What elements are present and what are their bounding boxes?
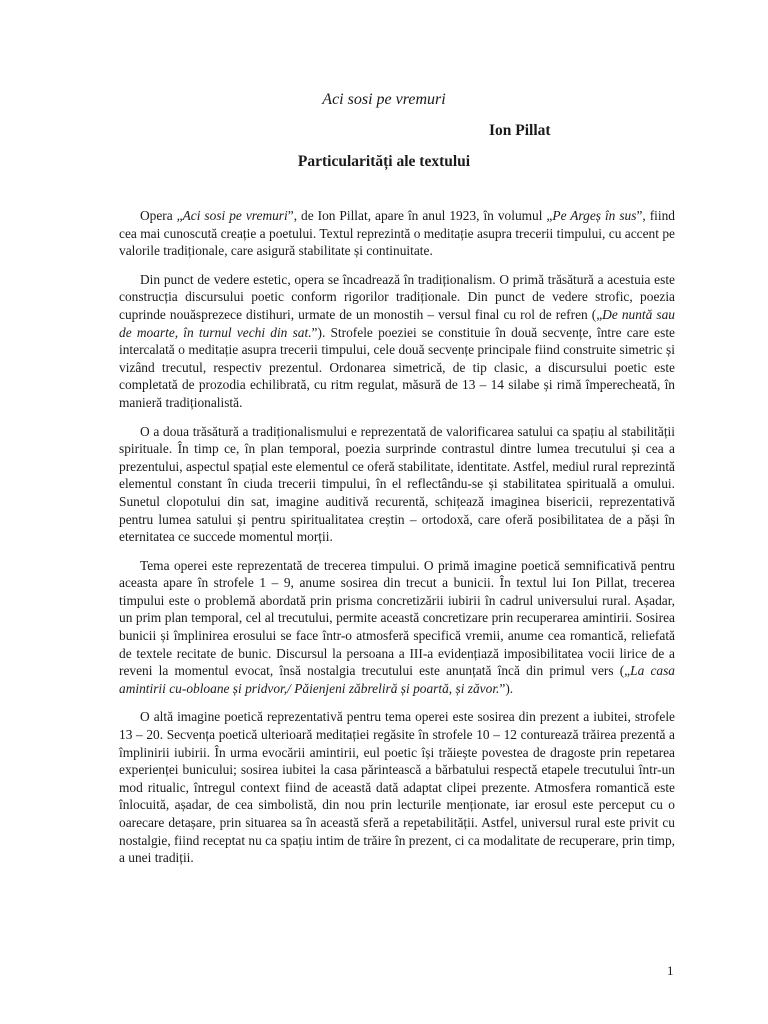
- section-subtitle: Particularități ale textului: [297, 153, 471, 170]
- italic-quote: De nuntă sau de moarte, în turnul vechi din sat.: [119, 306, 675, 340]
- italic-quote: La casa amintirii cu-obloane și pridvor,/ Păienjeni zăbreliră și poartă, și zăvor.: [119, 663, 675, 696]
- text-run: ”, de Ion Pillat, apare în anul 1923, în volumul „: [287, 208, 553, 223]
- text-run: O altă imagine poetică reprezentativă pentru tema operei este sosirea din prezent a iubitei, strofele 13 – 20. Secvența poetică ulterioară meditației regăsite în strofele 10 – 12 conturează trăirea prezentă a împlinirii iubirii. În urma evocării amintirii, eul poetic își trăiește povestea de dragoste prin repetarea experienței bunicului; sosirea iubitei la casa părintească a bărbatului respectă etapele trecutului într-un mod ritualic, întregul context fiind de această dată adaptat clipei prezente. Atmosfera romantică este înlocuită, așadar, de cea simbolistă, din nou prin lecturile menționate, iar erosul este perceput cu o oarecare detașare, prin situarea sa în această sferă a repetabilității. Astfel, universul rural este privit cu nostalgie, fiind receptat nu ca spațiu intim de trăire în prezent, ci ca modalitate de recuperare, prin timp, a unei tradiții.: [119, 709, 675, 866]
- document-title: Aci sosi pe vremuri: [322, 91, 446, 108]
- text-run: ”). Strofele poeziei se constituie în două secvențe, între care este intercalată o meditație asupra trecerii timpului, cele două secvențe principale fiind construite simetric și vizând trecutul, respectiv prezentul. Ordonarea simetrică, de tip clasic, a discursului poetic este completată de prozodia echilibrată, cu ritm regulat, măsură de 13 – 14 silabe și rimă împerecheată, în manieră tradiționalistă.: [119, 324, 675, 410]
- body-paragraph: [119, 423, 675, 546]
- italic-quote: Aci sosi pe vremuri: [182, 208, 288, 223]
- body-paragraph: [119, 708, 675, 866]
- text-run: O a doua trăsătură a tradiționalismului e reprezentată de valorificarea satului ca spațiu al stabilității spirituale. În timp ce, în plan temporal, poezia surprinde contrastul dintre lumea trecutului și cea a prezentului, aspectul spațial este elementul ce oferă stabilitate, identitate. Astfel, mediul rural reprezintă elementul constant în ciuda trecerii timpului, în el reflectându-se și stabilitatea spirituală a omului. Sunetul clopotului din sat, imagine auditivă recurentă, schițează imaginea bisericii, reprezentativă pentru lumea satului și pentru spiritualitatea creștin – ortodoxă, care oferă posibilitatea de a păși în eternitatea ce succede momentul morții.: [119, 423, 675, 545]
- text-run: ”).: [499, 680, 514, 696]
- document-body: [119, 207, 675, 878]
- italic-quote: Pe Argeș în sus: [552, 208, 637, 223]
- page-number: 1: [667, 963, 674, 978]
- body-paragraph: [119, 207, 675, 260]
- text-run: Din punct de vedere estetic, opera se încadrează în tradiționalism. O primă trăsătură a acestuia este construcția discursului poetic conform rigorilor tradiționale. Din punct de vedere strofic, poezia cuprinde nouăsprezece distihuri, urmate de un monostih – versul final cu rol de refren („: [119, 271, 675, 322]
- text-run: Opera „: [140, 208, 183, 223]
- author-name: Ion Pillat: [489, 122, 551, 139]
- text-run: ”, fiind cea mai cunoscută creație a poetului. Textul reprezintă o meditație asupra trecerii timpului, cu accent pe valorile tradiționale, care asigură stabilitate și continuitate.: [119, 208, 675, 259]
- text-run: Tema operei este reprezentată de trecerea timpului. O primă imagine poetică semnificativă pentru aceasta apare în strofele 1 – 9, anume sosirea din trecut a bunicii. În textul lui Ion Pillat, trecerea timpului este o problemă abordată prin prisma concretizării iubirii în cadrul universului rural. Așadar, un prim plan temporal, cel al trecutului, permite această concretizare prin recuperarea amintirii. Sosirea bunicii și împlinirea erosului se face într-o atmosferă specifică vremii, anume cea romantică, reliefată de textele recitate de bunic. Discursul la persoana a III-a evidențiază imposibilitatea vocii lirice de a reveni la momentul evocat, însă nostalgia trecutului este anunțată încă din primul vers („: [119, 557, 675, 679]
- body-paragraph: [119, 271, 675, 412]
- body-paragraph: [119, 557, 675, 698]
